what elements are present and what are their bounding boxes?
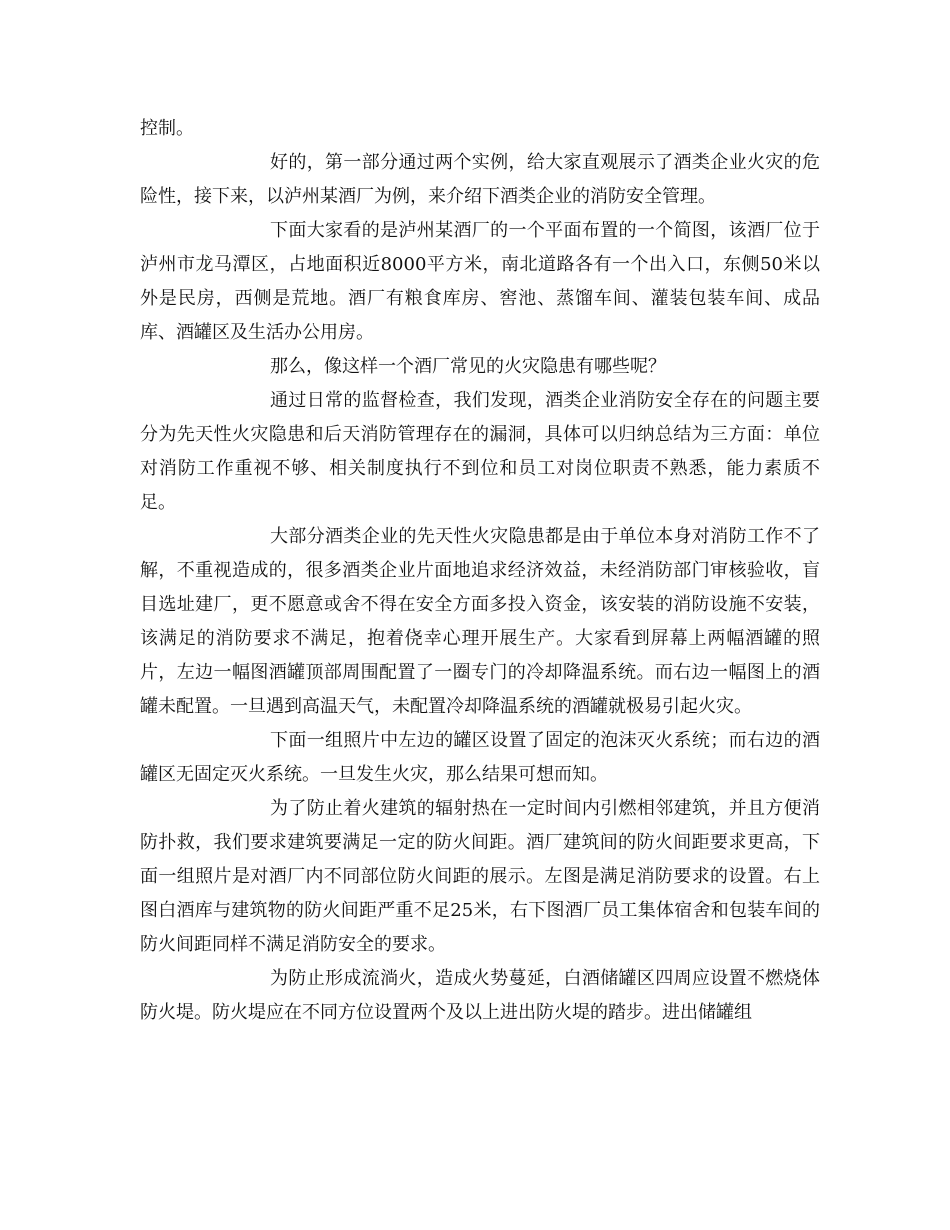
paragraph-inspection-findings: 通过日常的监督检查，我们发现，酒类企业消防安全存在的问题主要分为先天性火灾隐患和后天消防管理存在的漏洞，具体可以归纳总结为三方面：单位对消防工作重视不够、相关制度执行不到位和员工对岗位职责不熟悉，能力素质不足。 <box>140 390 820 513</box>
paragraph-fire-dike: 为防止形成流淌火，造成火势蔓延，白酒储罐区四周应设置不燃烧体防火堤。防火堤应在不同方位设置两个及以上进出防火堤的踏步。进出储罐组 <box>140 968 820 1023</box>
paragraph-plant-layout: 下面大家看的是泸州某酒厂的一个平面布置的一个简图，该酒厂位于泸州市龙马潭区，占地面积近8000平方米，南北道路各有一个出入口，东侧50米以外是民房，西侧是荒地。酒厂有粮食库房、窖池、蒸馏车间、灌装包装车间、成品库、酒罐区及生活办公用房。 <box>140 220 820 343</box>
paragraph-fire-separation: 为了防止着火建筑的辐射热在一定时间内引燃相邻建筑，并且方便消防扑救，我们要求建筑要满足一定的防火间距。酒厂建筑间的防火间距要求更高，下面一组照片是对酒厂内不同部位防火间距的展示。左图是满足消防要求的设置。右上图白酒库与建筑物的防火间距严重不足25米，右下图酒厂员工集体宿舍和包装车间的防火间距同样不满足消防安全的要求。 <box>140 798 820 955</box>
paragraph-question: 那么，像这样一个酒厂常见的火灾隐患有哪些呢？ <box>270 356 666 377</box>
paragraph-intro-section-one: 好的，第一部分通过两个实例，给大家直观展示了酒类企业火灾的危险性，接下来，以泸州某酒厂为例，来介绍下酒类企业的消防安全管理。 <box>140 152 820 207</box>
document-body <box>140 112 820 1030</box>
paragraph-foam-system: 下面一组照片中左边的罐区设置了固定的泡沫灭火系统；而右边的酒罐区无固定灭火系统。一旦发生火灾，那么结果可想而知。 <box>140 730 820 785</box>
paragraph-congenital-hazards: 大部分酒类企业的先天性火灾隐患都是由于单位本身对消防工作不了解，不重视造成的，很多酒类企业片面地追求经济效益，未经消防部门审核验收，盲目选址建厂，更不愿意或舍不得在安全方面多投入资金，该安装的消防设施不安装，该满足的消防要求不满足，抱着侥幸心理开展生产。大家看到屏幕上两幅酒罐的照片，左边一幅图酒罐顶部周围配置了一圈专门的冷却降温系统。而右边一幅图上的酒罐未配置。一旦遇到高温天气，未配置冷却降温系统的酒罐就极易引起火灾。 <box>140 526 820 717</box>
paragraph-continuation: 控制。 <box>140 118 194 139</box>
